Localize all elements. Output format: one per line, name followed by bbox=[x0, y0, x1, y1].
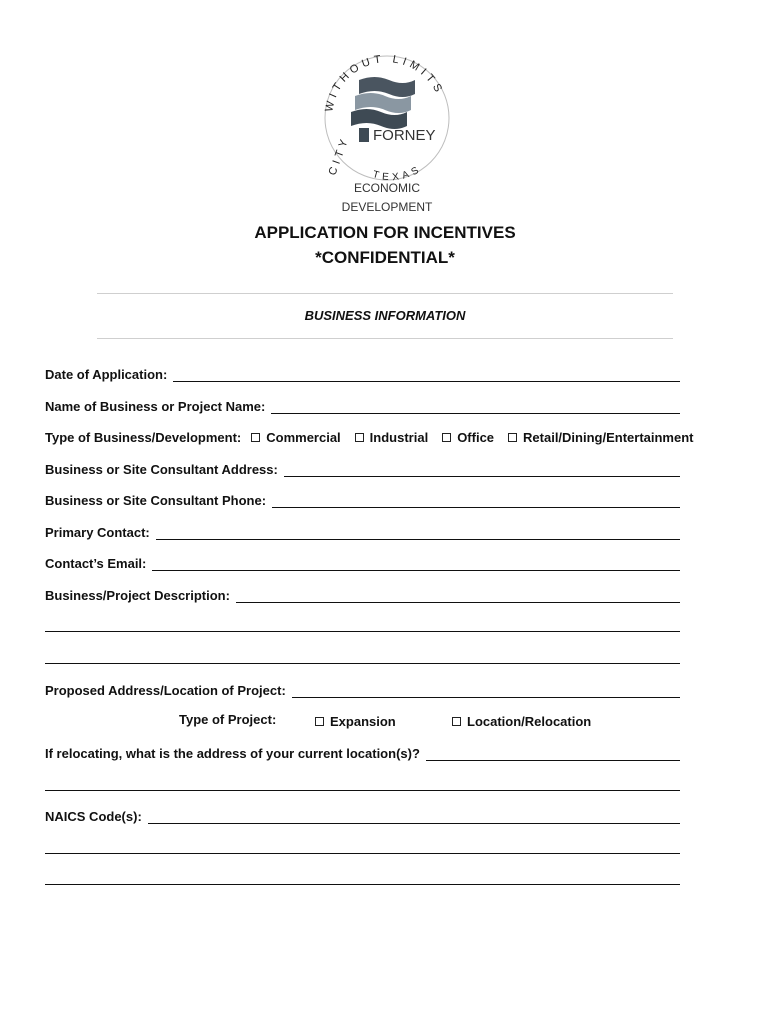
consultant-address-label: Business or Site Consultant Address: bbox=[45, 462, 278, 477]
consultant-phone-input-line[interactable] bbox=[272, 495, 680, 508]
checkbox-industrial[interactable] bbox=[355, 430, 429, 445]
checkbox-office[interactable] bbox=[442, 430, 494, 445]
consultant-phone-field[interactable] bbox=[45, 490, 680, 508]
section-heading: BUSINESS INFORMATION bbox=[304, 308, 466, 323]
business-name-label: Name of Business or Project Name: bbox=[45, 399, 266, 414]
checkbox-icon[interactable] bbox=[508, 433, 517, 442]
description-line-3[interactable] bbox=[45, 663, 680, 664]
logo-left-arc: CITY bbox=[326, 134, 352, 178]
naics-code-input-line[interactable] bbox=[148, 811, 680, 824]
consultant-address-input-line[interactable] bbox=[284, 464, 680, 477]
checkbox-icon[interactable] bbox=[315, 717, 324, 726]
consultant-phone-label: Business or Site Consultant Phone: bbox=[45, 493, 267, 508]
divider-top bbox=[97, 293, 673, 294]
naics-code-field[interactable] bbox=[45, 806, 680, 824]
checkbox-commercial[interactable] bbox=[251, 430, 340, 445]
date-input-line[interactable] bbox=[173, 369, 680, 382]
current-location-field[interactable] bbox=[45, 743, 680, 761]
option-industrial-label: Industrial bbox=[369, 430, 429, 445]
current-location-line-2[interactable] bbox=[45, 790, 680, 791]
logo-sub1: ECONOMIC bbox=[354, 181, 420, 195]
business-name-field[interactable] bbox=[45, 396, 680, 414]
checkbox-icon[interactable] bbox=[442, 433, 451, 442]
project-description-label: Business/Project Description: bbox=[45, 588, 230, 603]
forney-edc-logo bbox=[315, 48, 460, 218]
checkbox-retail[interactable] bbox=[508, 430, 693, 445]
naics-code-label: NAICS Code(s): bbox=[45, 809, 142, 824]
logo-bottom-arc: TEXAS bbox=[371, 163, 425, 184]
confidential-label: *CONFIDENTIAL* bbox=[315, 248, 455, 267]
business-type-label: Type of Business/Development: bbox=[45, 430, 242, 445]
proposed-location-field[interactable] bbox=[45, 680, 680, 698]
business-type-field bbox=[45, 427, 705, 445]
contact-email-field[interactable] bbox=[45, 553, 680, 571]
option-office-label: Office bbox=[457, 430, 495, 445]
option-retail-label: Retail/Dining/Entertainment bbox=[523, 430, 694, 445]
business-name-input-line[interactable] bbox=[271, 401, 680, 414]
primary-contact-label: Primary Contact: bbox=[45, 525, 150, 540]
option-commercial-label: Commercial bbox=[266, 430, 341, 445]
current-location-label: If relocating, what is the address of your current location(s)? bbox=[45, 746, 420, 761]
date-label: Date of Application: bbox=[45, 367, 168, 382]
divider-bottom bbox=[97, 338, 673, 339]
logo-top-arc: WITHOUT LIMITS bbox=[323, 53, 446, 113]
primary-contact-input-line[interactable] bbox=[156, 527, 680, 540]
contact-email-label: Contact’s Email: bbox=[45, 556, 147, 571]
current-location-input-line[interactable] bbox=[426, 748, 680, 761]
contact-email-input-line[interactable] bbox=[152, 558, 680, 571]
naics-line-2[interactable] bbox=[45, 853, 680, 854]
primary-contact-field[interactable] bbox=[45, 522, 680, 540]
proposed-location-label: Proposed Address/Location of Project: bbox=[45, 683, 286, 698]
description-line-2[interactable] bbox=[45, 631, 680, 632]
logo-sub2: DEVELOPMENT bbox=[341, 200, 433, 214]
naics-line-3[interactable] bbox=[45, 884, 680, 885]
option-expansion-label: Expansion bbox=[330, 713, 396, 729]
checkbox-icon[interactable] bbox=[452, 717, 461, 726]
proposed-location-input-line[interactable] bbox=[292, 685, 680, 698]
checkbox-icon[interactable] bbox=[251, 433, 260, 442]
project-description-field[interactable] bbox=[45, 585, 680, 603]
consultant-address-field[interactable] bbox=[45, 459, 680, 477]
logo-name: FORNEY bbox=[373, 127, 436, 144]
document-title: APPLICATION FOR INCENTIVES bbox=[254, 223, 516, 242]
checkbox-expansion[interactable] bbox=[315, 712, 396, 730]
option-relocation-label: Location/Relocation bbox=[467, 713, 592, 729]
project-type-label: Type of Project: bbox=[179, 712, 277, 727]
checkbox-relocation[interactable] bbox=[452, 712, 591, 730]
checkbox-icon[interactable] bbox=[355, 433, 364, 442]
date-of-application-field[interactable] bbox=[45, 364, 680, 382]
project-description-input-line[interactable] bbox=[236, 590, 680, 603]
